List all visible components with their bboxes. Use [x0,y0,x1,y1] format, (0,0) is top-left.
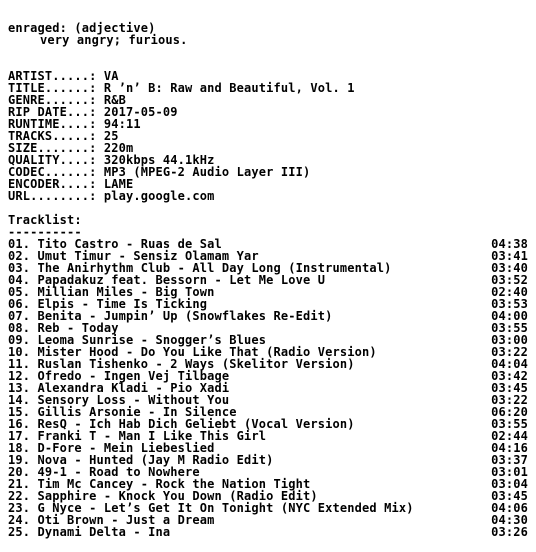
track-title: Nova - Hunted (Jay M Radio Edit) [37,453,274,467]
track-duration: 03:41 [491,249,528,263]
track-number: 18. [8,441,31,455]
track-title: Ofredo - Ingen Vej Tilbage [37,369,230,383]
track-duration: 03:00 [491,333,528,347]
info-label: TRACKS.....: [8,129,97,143]
track-title: The Anirhythm Club - All Day Long (Instrumental) [37,261,392,275]
track-number: 12. [8,369,31,383]
track-title: Tito Castro - Ruas de Sal [37,237,222,251]
track-number: 25. [8,525,31,539]
track-title: ResQ - Ich Hab Dich Geliebt (Vocal Version) [37,417,355,431]
track-title: Leoma Sunrise - Snogger’s Blues [37,333,267,347]
track-title: Papadakuz feat. Bessorn - Let Me Love U [37,273,326,287]
track-title: Elpis - Time Is Ticking [37,297,208,311]
track-title: Millian Miles - Big Town [37,285,215,299]
track-number: 07. [8,309,31,323]
release-info [8,70,530,202]
track-duration: 03:04 [491,477,528,491]
info-value: R&B [103,93,126,107]
track-duration: 03:53 [491,297,528,311]
definition-term: enraged: (adjective) [8,21,156,35]
track-number: 16. [8,417,31,431]
track-duration: 03:45 [491,381,528,395]
track-number: 19. [8,453,31,467]
track-duration: 03:37 [491,453,528,467]
definition-meaning: very angry; furious. [40,33,188,47]
track-title: Alexandra Kladi - Pio Xadi [37,381,230,395]
track-duration: 04:16 [491,441,528,455]
info-value: 25 [103,129,119,143]
tracklist-underline: ---------- [8,225,82,239]
track-number: 14. [8,393,31,407]
track-title: G Nyce - Let’s Get It On Tonight (NYC Extended Mix) [37,501,414,515]
track-title: Dynami Delta - Ina [37,525,171,539]
tracklist [8,238,530,538]
track-title: Tim Mc Cancey - Rock the Nation Tight [37,477,311,491]
track-duration: 02:44 [491,429,528,443]
track-title: Ruslan Tishenko - 2 Ways (Skelitor Version) [37,357,355,371]
info-value: VA [103,69,119,83]
spacer [8,46,530,58]
info-value: 220m [103,141,134,155]
track-number: 15. [8,405,31,419]
track-duration: 04:06 [491,501,528,515]
track-duration: 03:40 [491,261,528,275]
track-duration: 03:55 [491,321,528,335]
info-value: MP3 (MPEG-2 Audio Layer III) [103,165,311,179]
track-title: 49-1 - Road to Nowhere [37,465,200,479]
track-number: 09. [8,333,31,347]
track-row [8,526,530,538]
track-number: 04. [8,273,31,287]
track-number: 23. [8,501,31,515]
info-value: R ’n’ B: Raw and Beautiful, Vol. 1 [103,81,355,95]
track-duration: 04:00 [491,309,528,323]
info-value: 94:11 [103,117,141,131]
track-title: Reb - Today [37,321,119,335]
track-duration: 03:55 [491,417,528,431]
track-number: 22. [8,489,31,503]
info-label: URL........: [8,189,97,203]
track-duration: 04:30 [491,513,528,527]
track-number: 01. [8,237,31,251]
info-value: 2017-05-09 [103,105,178,119]
info-label: SIZE.......: [8,141,97,155]
track-title: Sapphire - Knock You Down (Radio Edit) [37,489,318,503]
info-label: CODEC......: [8,165,97,179]
track-number: 21. [8,477,31,491]
track-duration: 03:42 [491,369,528,383]
track-number: 20. [8,465,31,479]
track-duration: 03:45 [491,489,528,503]
info-label: ARTIST.....: [8,69,97,83]
info-row [8,190,530,202]
track-duration: 06:20 [491,405,528,419]
nfo-document [8,22,530,538]
track-title: Mister Hood - Do You Like That (Radio Version) [37,345,377,359]
track-duration: 03:52 [491,273,528,287]
track-title: D-Fore - Mein Liebeslied [37,441,215,455]
track-number: 06. [8,297,31,311]
track-number: 13. [8,381,31,395]
track-number: 24. [8,513,31,527]
spacer [8,202,530,214]
track-duration: 04:38 [491,237,528,251]
track-title: Gillis Arsonie - In Silence [37,405,237,419]
track-number: 17. [8,429,31,443]
track-title: Umut Timur - Sensiz Olamam Yar [37,249,259,263]
track-title: Sensory Loss - Without You [37,393,230,407]
info-value: 320kbps 44.1kHz [103,153,215,167]
info-label: RIP DATE...: [8,105,97,119]
track-duration: 03:22 [491,393,528,407]
track-number: 10. [8,345,31,359]
track-number: 03. [8,261,31,275]
info-label: GENRE......: [8,93,97,107]
info-label: ENCODER....: [8,177,97,191]
track-duration: 03:22 [491,345,528,359]
track-duration: 02:40 [491,285,528,299]
track-number: 02. [8,249,31,263]
tracklist-heading: Tracklist: [8,213,82,227]
track-duration: 03:26 [491,525,528,539]
track-title: Oti Brown - Just a Dream [37,513,215,527]
info-label: RUNTIME....: [8,117,97,131]
track-number: 08. [8,321,31,335]
track-number: 11. [8,357,31,371]
track-number: 05. [8,285,31,299]
track-title: Franki T - Man I Like This Girl [37,429,267,443]
track-duration: 04:04 [491,357,528,371]
info-label: TITLE......: [8,81,97,95]
track-title: Benita - Jumpin’ Up (Snowflakes Re-Edit) [37,309,333,323]
info-value: LAME [103,177,134,191]
track-duration: 03:01 [491,465,528,479]
info-label: QUALITY....: [8,153,97,167]
info-value: play.google.com [103,189,215,203]
